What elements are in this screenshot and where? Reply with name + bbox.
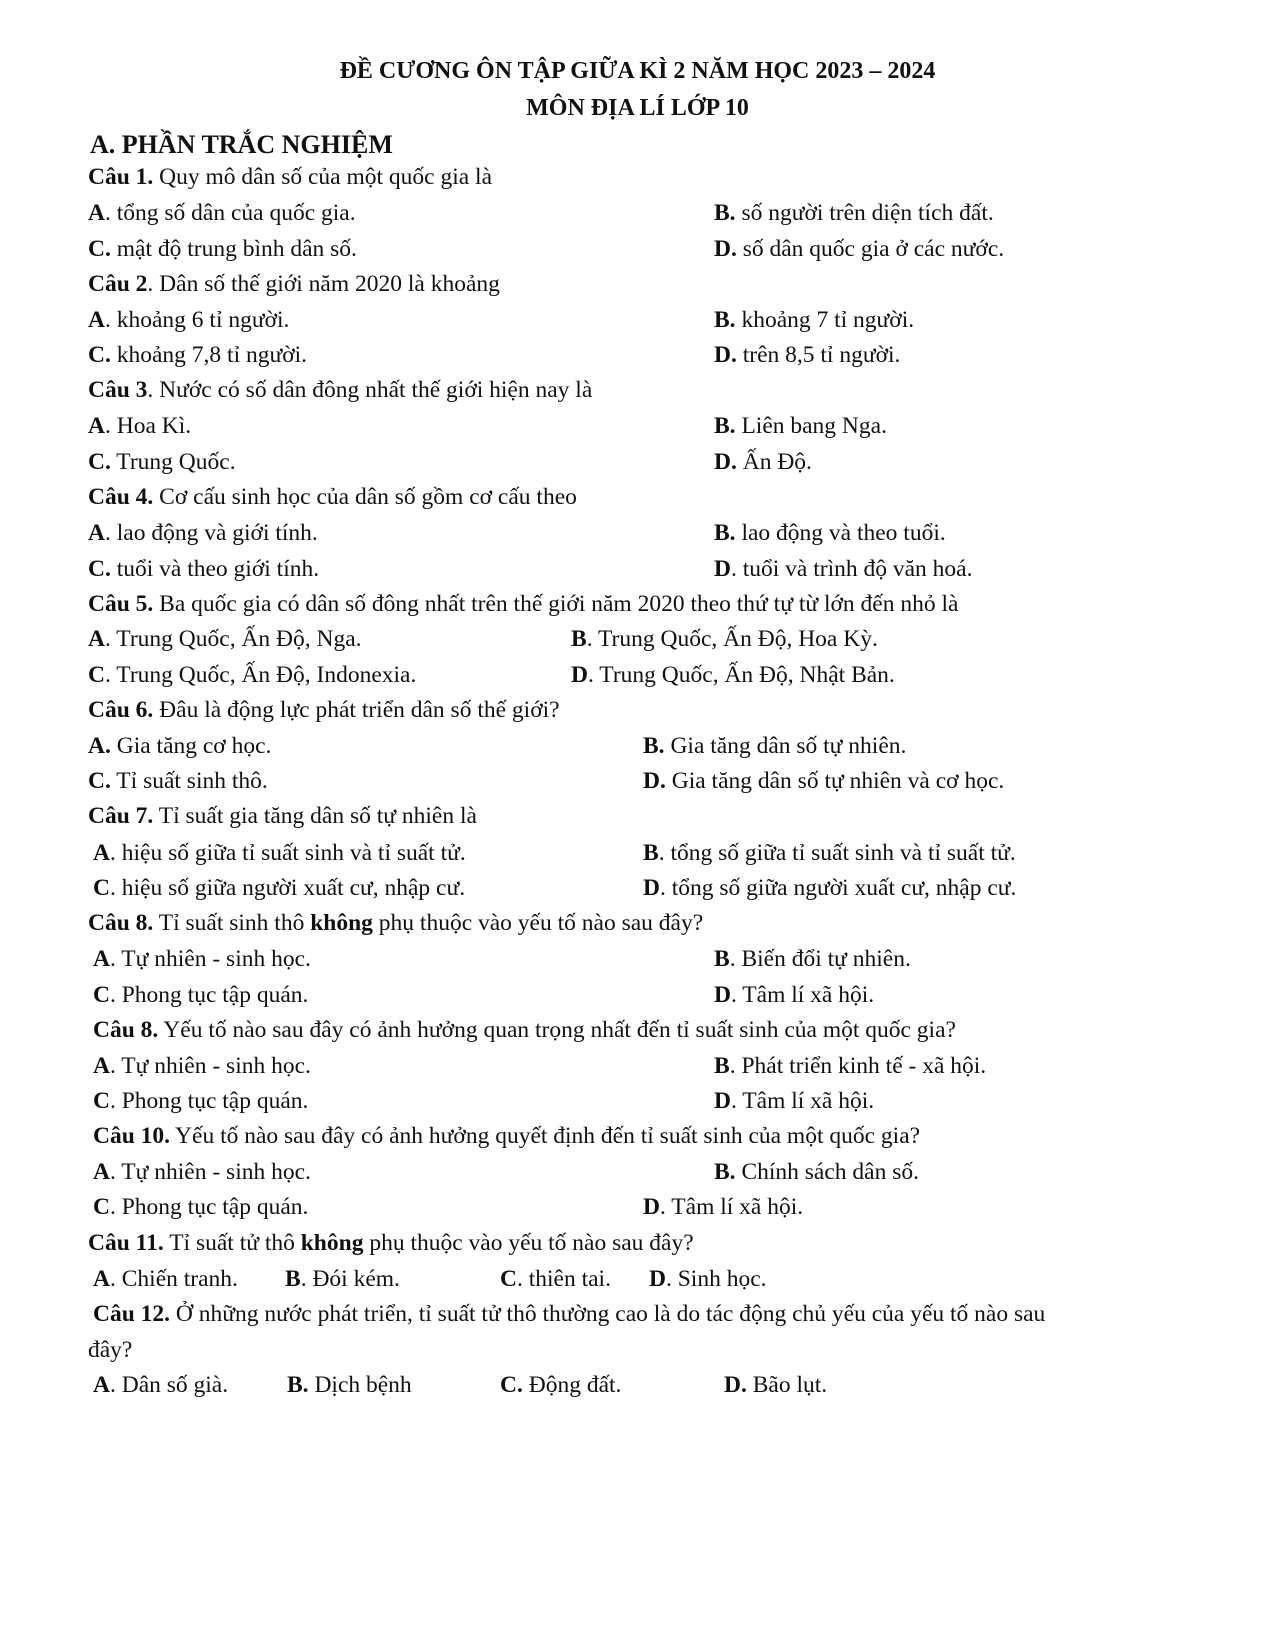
answer-option-d[interactable] [643, 875, 1016, 902]
option-text: . Phong tục tập quán. [109, 982, 309, 1008]
option-letter: C [93, 1088, 110, 1114]
option-letter: D. [714, 449, 737, 475]
answer-option-c[interactable] [500, 1372, 621, 1399]
option-letter: A [93, 946, 110, 972]
question-text: phụ thuộc vào yếu tố nào sau đây? [372, 910, 704, 936]
question-number: Câu 3 [88, 377, 148, 403]
option-text: . khoảng 6 tỉ người. [104, 307, 290, 333]
question-number: Câu 7. [88, 803, 154, 829]
option-letter: C. [88, 342, 111, 368]
answer-option-c[interactable] [88, 556, 319, 583]
option-letter: C [93, 982, 110, 1008]
answer-option-a[interactable] [93, 840, 466, 867]
question-text: Tỉ suất gia tăng dân số tự nhiên là [153, 803, 477, 829]
option-text: trên 8,5 tỉ người. [736, 342, 901, 368]
option-letter: B. [714, 520, 736, 546]
document-subtitle: MÔN ĐỊA LÍ LỚP 10 [526, 95, 749, 121]
option-letter: D. [724, 1372, 747, 1398]
answer-option-b[interactable] [643, 733, 906, 760]
option-text: . Tự nhiên - sinh học. [109, 946, 311, 972]
question-text: Đâu là động lực phát triển dân số thế giới? [153, 697, 560, 723]
answer-option-d[interactable] [714, 342, 900, 369]
answer-option-a[interactable] [88, 200, 356, 227]
option-text: Gia tăng dân số tự nhiên. [664, 733, 907, 759]
option-letter: C. [88, 236, 111, 262]
question-6 [88, 697, 560, 724]
question-number: Câu 11. [88, 1230, 164, 1256]
answer-option-a[interactable] [93, 1159, 311, 1186]
option-letter: B. [714, 307, 736, 333]
answer-option-d[interactable] [724, 1372, 827, 1399]
option-text: Gia tăng cơ học. [110, 733, 272, 759]
option-letter: A [88, 520, 105, 546]
option-text: . tổng số giữa người xuất cư, nhập cư. [659, 875, 1017, 901]
option-letter: A [93, 840, 110, 866]
option-text: . Phong tục tập quán. [109, 1088, 309, 1114]
option-letter: C. [88, 556, 111, 582]
option-text: Tỉ suất sinh thô. [110, 768, 268, 794]
option-letter: A [93, 1159, 110, 1185]
answer-option-a[interactable] [93, 1053, 311, 1080]
option-letter: A [93, 1053, 110, 1079]
option-text: . Tâm lí xã hội. [659, 1194, 804, 1220]
option-letter: B. [287, 1372, 309, 1398]
option-text: . Phong tục tập quán. [109, 1194, 309, 1220]
question-text-continued: đây? [88, 1337, 133, 1363]
answer-option-a[interactable] [88, 520, 318, 547]
question-emphasis: không [310, 910, 373, 936]
option-letter: A [88, 200, 105, 226]
option-letter: D. [643, 768, 666, 794]
option-text: Chính sách dân số. [735, 1159, 919, 1185]
answer-option-b[interactable] [714, 200, 994, 227]
option-text: . Trung Quốc, Ấn Độ, Indonexia. [104, 662, 417, 688]
answer-option-b[interactable] [714, 413, 887, 440]
option-text: . tuổi và trình độ văn hoá. [730, 556, 973, 582]
option-letter: D. [714, 236, 737, 262]
question-emphasis: không [300, 1230, 364, 1256]
question-7 [88, 803, 477, 830]
option-letter: A [88, 307, 105, 333]
answer-option-d[interactable] [714, 236, 1004, 263]
option-text: Gia tăng dân số tự nhiên và cơ học. [665, 768, 1005, 794]
option-text: . Chiến tranh. [109, 1266, 238, 1292]
question-4 [88, 484, 577, 511]
option-letter: B [571, 626, 587, 652]
answer-option-c[interactable] [93, 982, 308, 1009]
answer-option-d[interactable] [649, 1266, 767, 1293]
option-letter: C [88, 662, 105, 688]
option-text: . Tự nhiên - sinh học. [109, 1053, 311, 1079]
option-text: . hiệu số giữa tỉ suất sinh và tỉ suất tử. [109, 840, 466, 866]
question-text: Yếu tố nào sau đây có ảnh hưởng quan trọng nhất đến tỉ suất sinh của một quốc gia? [158, 1017, 956, 1043]
option-letter: C. [88, 768, 111, 794]
answer-option-c[interactable] [93, 875, 465, 902]
option-text: Bão lụt. [746, 1372, 828, 1398]
question-text: Ba quốc gia có dân số đông nhất trên thế giới năm 2020 theo thứ tự từ lớn đến nhỏ là [153, 591, 959, 617]
question-number: Câu 8. [93, 1017, 159, 1043]
option-letter: A [93, 1372, 110, 1398]
option-letter: A. [88, 733, 111, 759]
question-text: . Dân số thế giới năm 2020 là khoảng [147, 271, 500, 297]
document-title: ĐỀ CƯƠNG ÔN TẬP GIỮA KÌ 2 NĂM HỌC 2023 – 2024 [339, 58, 936, 84]
answer-option-b[interactable] [287, 1372, 412, 1399]
question-text: Ở những nước phát triển, tỉ suất tử thô thường cao là do tác động chủ yếu của yếu tố nào sau [170, 1301, 1046, 1327]
answer-option-d[interactable] [643, 768, 1004, 795]
question-text: Yếu tố nào sau đây có ảnh hưởng quyết định đến tỉ suất sinh của một quốc gia? [170, 1123, 921, 1149]
option-letter: A [93, 1266, 110, 1292]
option-text: . Phát triển kinh tế - xã hội. [729, 1053, 987, 1079]
answer-option-a[interactable] [93, 1372, 228, 1399]
answer-option-b[interactable] [714, 307, 914, 334]
answer-option-d[interactable] [714, 1088, 874, 1115]
option-letter: C [93, 875, 110, 901]
option-text: Dịch bệnh [308, 1372, 412, 1398]
option-letter: B [714, 1053, 730, 1079]
question-number: Câu 4. [88, 484, 154, 510]
answer-option-b[interactable] [643, 840, 1016, 867]
option-letter: B. [714, 1159, 736, 1185]
answer-option-b[interactable] [714, 520, 946, 547]
question-number: Câu 1. [88, 164, 154, 190]
question-10 [93, 1123, 920, 1150]
option-text: . tổng số dân của quốc gia. [104, 200, 356, 226]
option-text: . Trung Quốc, Ấn Độ, Hoa Kỳ. [586, 626, 878, 652]
answer-option-b[interactable] [571, 626, 878, 653]
option-text: . tổng số giữa tỉ suất sinh và tỉ suất tử. [658, 840, 1016, 866]
option-letter: D [714, 556, 731, 582]
option-text: . Trung Quốc, Ấn Độ, Nhật Bản. [587, 662, 895, 688]
option-letter: D. [714, 342, 737, 368]
option-text: . hiệu số giữa người xuất cư, nhập cư. [109, 875, 466, 901]
option-text: . Sinh học. [665, 1266, 767, 1292]
answer-option-a[interactable] [88, 307, 289, 334]
option-letter: B [643, 840, 659, 866]
option-text: . Trung Quốc, Ấn Độ, Nga. [104, 626, 362, 652]
question-number: Câu 2 [88, 271, 148, 297]
option-letter: C [500, 1266, 517, 1292]
question-5 [88, 591, 958, 618]
question-2 [88, 271, 500, 298]
option-letter: D [649, 1266, 666, 1292]
question-number: Câu 5. [88, 591, 154, 617]
option-letter: D [643, 1194, 660, 1220]
question-8 [88, 910, 703, 937]
answer-option-c[interactable] [88, 449, 236, 476]
answer-option-c[interactable] [93, 1194, 308, 1221]
option-letter: B. [714, 200, 736, 226]
option-letter: D [643, 875, 660, 901]
option-text: . Tự nhiên - sinh học. [109, 1159, 311, 1185]
option-text: . Tâm lí xã hội. [730, 982, 875, 1008]
option-letter: B [285, 1266, 301, 1292]
option-text: . Hoa Kì. [104, 413, 192, 439]
question-text: Tỉ suất sinh thô [153, 910, 311, 936]
option-text: . Biến đổi tự nhiên. [729, 946, 911, 972]
option-letter: B. [714, 413, 736, 439]
option-text: Ấn Độ. [736, 449, 812, 475]
option-letter: A [88, 413, 105, 439]
option-text: . Đói kém. [300, 1266, 400, 1292]
answer-option-a[interactable] [88, 733, 271, 760]
option-text: số người trên diện tích đất. [735, 200, 994, 226]
answer-option-b[interactable] [714, 946, 911, 973]
answer-option-c[interactable] [93, 1088, 308, 1115]
question-text: Quy mô dân số của một quốc gia là [153, 164, 493, 190]
option-text: Động đất. [522, 1372, 622, 1398]
answer-option-c[interactable] [88, 236, 357, 263]
answer-option-d[interactable] [714, 982, 874, 1009]
question-text: Tỉ suất tử thô [163, 1230, 301, 1256]
answer-option-d[interactable] [714, 556, 972, 583]
option-letter: B. [643, 733, 665, 759]
answer-option-d[interactable] [643, 1194, 803, 1221]
answer-option-d[interactable] [714, 449, 812, 476]
option-text: khoảng 7,8 tỉ người. [110, 342, 308, 368]
answer-option-c[interactable] [88, 662, 416, 689]
question-12 [93, 1301, 1045, 1328]
option-letter: D [571, 662, 588, 688]
option-text: . Dân số già. [109, 1372, 229, 1398]
answer-option-c[interactable] [88, 768, 268, 795]
option-letter: C. [88, 449, 111, 475]
option-letter: C [93, 1194, 110, 1220]
answer-option-c[interactable] [88, 342, 307, 369]
option-text: tuổi và theo giới tính. [110, 556, 320, 582]
option-letter: D [714, 1088, 731, 1114]
answer-option-a[interactable] [93, 946, 311, 973]
question-number: Câu 12. [93, 1301, 171, 1327]
question-11 [88, 1230, 694, 1257]
question-1 [88, 164, 492, 191]
option-text: mật độ trung bình dân số. [110, 236, 357, 262]
question-9 [93, 1017, 956, 1044]
option-text: Trung Quốc. [110, 449, 236, 475]
answer-option-b[interactable] [285, 1266, 400, 1293]
answer-option-b[interactable] [714, 1053, 986, 1080]
answer-option-c[interactable] [500, 1266, 611, 1293]
question-number: Câu 6. [88, 697, 154, 723]
option-text: số dân quốc gia ở các nước. [736, 236, 1005, 262]
option-letter: B [714, 946, 730, 972]
option-letter: A [88, 626, 105, 652]
question-3 [88, 377, 592, 404]
section-heading: A. PHẦN TRẮC NGHIỆM [90, 130, 393, 159]
question-text: Cơ cấu sinh học của dân số gồm cơ cấu theo [153, 484, 577, 510]
option-letter: D [714, 982, 731, 1008]
answer-option-a[interactable] [93, 1266, 238, 1293]
option-letter: C. [500, 1372, 523, 1398]
question-number: Câu 10. [93, 1123, 171, 1149]
option-text: Liên bang Nga. [735, 413, 887, 439]
option-text: . thiên tai. [516, 1266, 611, 1292]
option-text: lao động và theo tuổi. [735, 520, 946, 546]
question-text: phụ thuộc vào yếu tố nào sau đây? [363, 1230, 694, 1256]
answer-option-a[interactable] [88, 626, 362, 653]
answer-option-d[interactable] [571, 662, 895, 689]
question-number: Câu 8. [88, 910, 154, 936]
option-text: . Tâm lí xã hội. [730, 1088, 875, 1114]
question-text: . Nước có số dân đông nhất thế giới hiện nay là [147, 377, 593, 403]
answer-option-a[interactable] [88, 413, 191, 440]
option-text: . lao động và giới tính. [104, 520, 318, 546]
option-text: khoảng 7 tỉ người. [735, 307, 915, 333]
answer-option-b[interactable] [714, 1159, 919, 1186]
